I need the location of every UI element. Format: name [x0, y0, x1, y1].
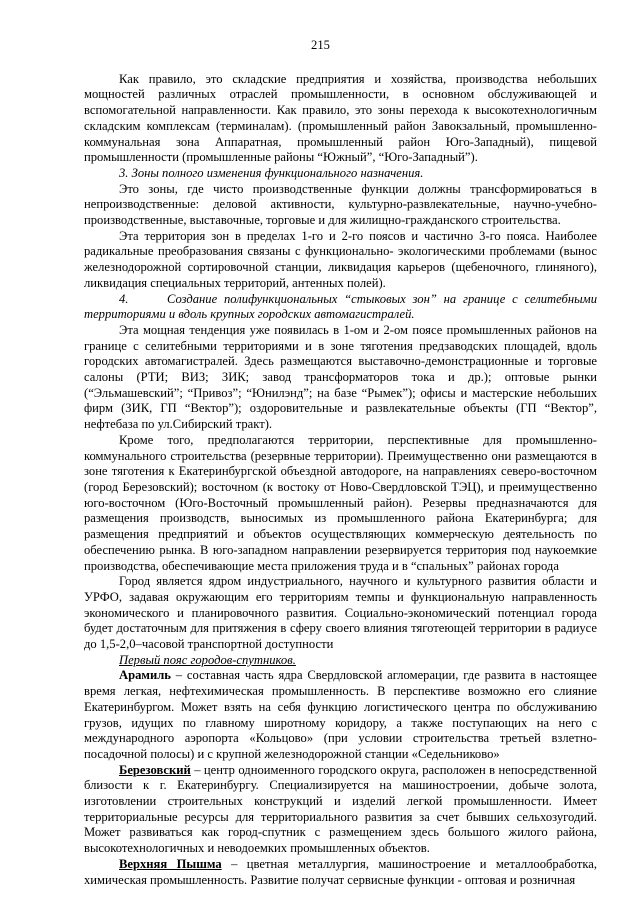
paragraph: Эта территория зон в пределах 1-го и 2-го поясов и частично 3-го пояса. Наиболее радикальные преобразования связаны с функционально- экологическими проблемами (вынос железнодорожной сортировочной станции, ликвидация карьеров (щебеночного, глиняного), ликвидация специальных территорий, антенных полей). [84, 228, 597, 290]
town-description: – центр одноименного городского округа, расположен в непосредственной близости к г. Екатеринбургу. Специализируется на машиностроении, добыче золота, изготовлении строительных конструкций и изделий легкой промышленности. Имеет территориальные ресурсы для территориального развития за счет бывших сельхозугодий. Может развиваться как город-спутник с размещением здесь большого жилого района, высокотехнологичных и неводоемких промышленных объектов. [84, 762, 597, 856]
section-heading [84, 292, 597, 323]
town-name: Березовский [119, 762, 191, 777]
paragraph: Как правило, это складские предприятия и хозяйства, производства небольших мощностей различных отраслей промышленности, в основном обслуживающей и вспомогательной направленности. Как правило, это зоны перехода к высокотехнологичным складским комплексам (терминалам). (промышленный район Завокзальный, промышленно-коммунальная зона Аппаратная, промышленный район Юго-Западный), пищевой промышленности (промышленные районы “Южный”, “Юго-Западный”). [84, 71, 597, 165]
section-number: 4. [119, 291, 129, 306]
town-name: Верхняя Пышма [119, 856, 222, 871]
subsection-heading: Первый пояс городов-спутников. [119, 652, 296, 667]
town-paragraph [84, 668, 597, 762]
town-description: – составная часть ядра Свердловской агломерации, где развита в настоящее время легкая, нефтехимическая промышленность. В перспективе возможно его слияние Екатеринбургом. Может взять на себя функцию логистического центра по обслуживанию грузов, идущих по главному широтному коридору, а также поступающих на него с международного аэропорта «Кольцово» (при условии строительства третьей взлетно-посадочной полосы) и с крупной железнодорожной станции «Седельниково» [84, 668, 597, 761]
town-description: – цветная металлургия, машиностроение и металлообработка, химическая промышленность. Развитие получат сервисные функции - оптовая и розничная [84, 856, 597, 887]
paragraph: Это зоны, где чисто производственные функции должны трансформироваться в непроизводственные: деловой активности, культурно-развлекательные, научно-учебно-производственные, выставочные, торговые и для жилищно-гражданского строительства. [84, 181, 597, 228]
town-paragraph [84, 857, 597, 888]
town-paragraph [84, 763, 597, 857]
town-name: Арамиль [119, 668, 171, 683]
paragraph: Кроме того, предполагаются территории, перспективные для промышленно-коммунального строительства (резервные территории). Преимущественно они размещаются в зоне тяготения к Екатеринбургской объездной автодороге, на направлениях северо-восточном (город Березовский); восточном (к востоку от Ново-Свердловской ТЭЦ), и преимущественно юго-восточном (Юго-Восточный промышленный район). Резервы предназначаются для размещения производств, выносимых из промышленного района Екатеринбурга; для размещения предприятий и объектов осуществляющих коммерческую деятельность по обеспечению рынка. В юго-западном направлении резервируется территория под наукоемкие производства, обеспечивающие места приложения труда и в “спальных” районах города [84, 432, 597, 573]
paragraph: Эта мощная тенденция уже появилась в 1-ом и 2-ом поясе промышленных районов на границе с селитебными территориями и в зоне тяготения предзаводских площадей, вдоль городских автомагистралей. Здесь размещаются выставочно-демонстрационные и торговые салоны (РТИ; ВИЗ; ЗИК; завод трансформаторов тока и др.); оптовые рынки (“Эльмашевский”; “Привоз”; “Юнилэнд”; на базе “Рымек”); офисы и мастерские небольших фирм (ЗИК, ГП “Вектор”); оздоровительные и развлекательные объекты (ГП “Вектор”, нефтебаза по ул.Сибирский тракт). [84, 322, 597, 432]
paragraph: Город является ядром индустриального, научного и культурного развития области и УРФО, задавая окружающим его территориям темпы и функциональную направленность экономического и планировочного развития. Социально-экономический потенциал города будет достаточным для притяжения в сферу своего влияния тяготеющей территории в радиусе до 1,5-2,0–часовой транспортной доступности [84, 574, 597, 652]
section-heading-text: Создание полифункциональных “стыковых зон” на границе с селитебными территориями и вдоль крупных городских автомагистралей. [84, 291, 597, 322]
page-number: 215 [311, 38, 330, 52]
section-heading: 3. Зоны полного изменения функционального назначения. [119, 165, 424, 180]
